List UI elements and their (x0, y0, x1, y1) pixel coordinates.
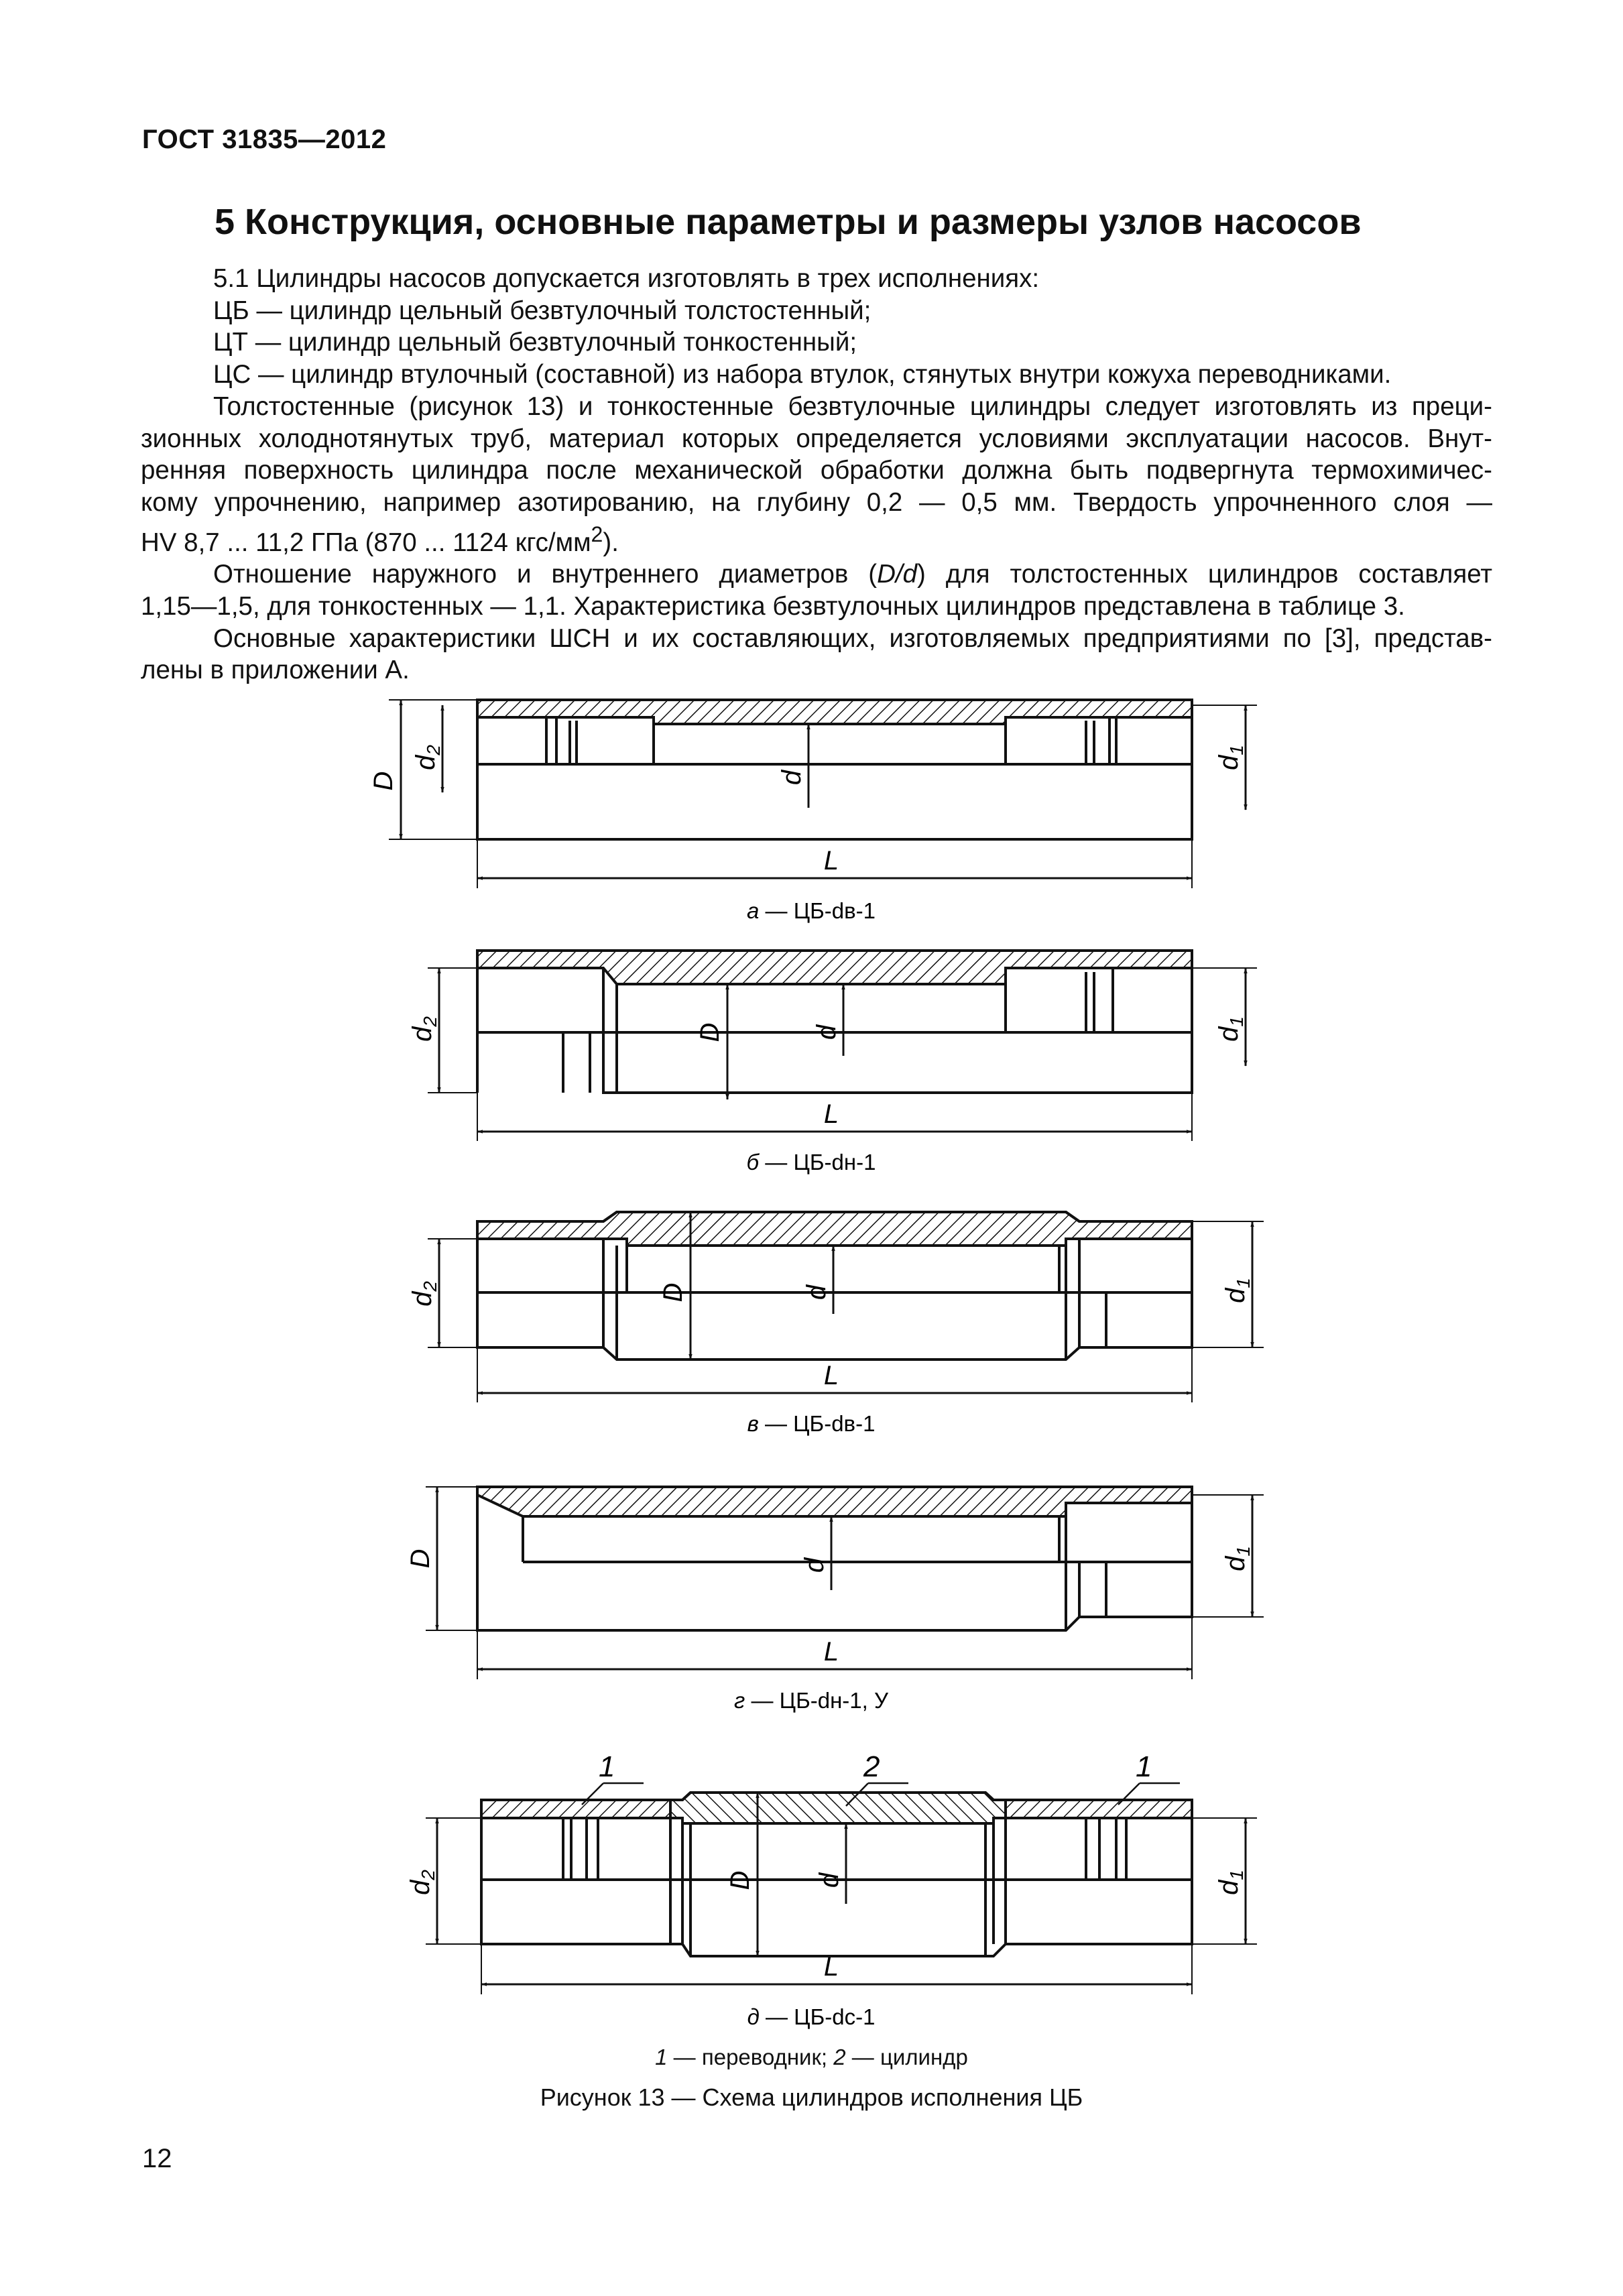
legend-number: 2 (833, 2045, 846, 2069)
legend-text: — цилиндр (845, 2045, 968, 2069)
label-d: d (777, 770, 806, 786)
paragraph-line: ренняя поверхность цилиндра после механической обработки должна быть подвергнута термохимичес- (141, 456, 1492, 485)
callout-1-left: 1 (599, 1750, 615, 1783)
label-d: d (1214, 1880, 1244, 1895)
label-d: d (1214, 1026, 1244, 1042)
caption-v (747, 1411, 876, 1436)
label-d2 (408, 1281, 440, 1307)
label-L: L (823, 1637, 839, 1667)
paragraph-line: Основные характеристики ШСН и их составляющих, изготовляемых предприятиями по [3], представ- (213, 623, 1492, 653)
label-subscript: 1 (1233, 1546, 1254, 1557)
label-d: d (1221, 1556, 1250, 1571)
label-L: L (823, 1099, 839, 1129)
label-D: D (369, 771, 398, 791)
page-number: 12 (142, 2144, 172, 2173)
label-L: L (823, 1952, 839, 1982)
paragraph-line: Толстостенные (рисунок 13) и тонкостенные безвтулочные цилиндры следует изготовлять из преци- (213, 391, 1492, 421)
label-D: D (658, 1282, 688, 1303)
italic-span: D/d (877, 560, 918, 589)
caption-text: — ЦБ-dн-1, У (745, 1688, 888, 1713)
caption-letter: а (747, 898, 760, 923)
label-d1 (1221, 1278, 1254, 1303)
paragraph-line: кому упрочнению, например азотированию, на глубину 0,2 — 0,5 мм. Твердость упрочненного слоя — (141, 487, 1492, 517)
hatched-wall (477, 1212, 1192, 1246)
bore-step (477, 968, 617, 1093)
caption-letter: б (746, 1150, 760, 1174)
label-subscript: 1 (1233, 1278, 1254, 1288)
caption-b (747, 1150, 876, 1174)
label-d: d (406, 1880, 435, 1895)
caption-letter: д (747, 2004, 760, 2029)
bore-step (1006, 717, 1192, 764)
paragraph-line: лены в приложении А. (141, 656, 410, 685)
legend-text: — переводник; (667, 2045, 834, 2069)
label-d: d (815, 1872, 844, 1888)
bore-step (477, 717, 654, 764)
caption-d (747, 2004, 876, 2029)
legend-number: 1 (655, 2045, 668, 2069)
hatched-wall-center (670, 1793, 1006, 1823)
caption-letter: в (747, 1411, 759, 1436)
figure-b-drawing (428, 951, 1257, 1141)
text-span: ). (603, 528, 619, 557)
label-subscript: 2 (420, 1016, 440, 1027)
label-D: D (725, 1870, 755, 1890)
callout-2: 2 (863, 1750, 880, 1783)
standard-header: ГОСТ 31835—2012 (142, 125, 387, 154)
bore-step (563, 1818, 690, 1956)
label-L: L (823, 1361, 839, 1390)
label-d2 (408, 1016, 440, 1042)
label-subscript: 2 (420, 1281, 440, 1292)
label-d2 (406, 1870, 438, 1895)
figure-legend (0, 2045, 1623, 2070)
text-span: ) для толстостенных цилиндров составляет (917, 560, 1492, 589)
section-title: 5 Конструкция, основные параметры и размеры узлов насосов (215, 202, 1362, 242)
caption-g (734, 1688, 889, 1713)
text-span: Отношение наружного и внутреннего диаметров ( (213, 560, 878, 589)
label-D: D (695, 1022, 725, 1042)
list-item-cb: ЦБ — цилиндр цельный безвтулочный толстостенный; (213, 296, 871, 325)
caption-text: — ЦБ-dв-1 (758, 1411, 876, 1436)
callout-1-right: 1 (1136, 1750, 1152, 1783)
label-L: L (823, 846, 839, 875)
label-d: d (408, 1291, 437, 1307)
caption-letter: г (734, 1688, 745, 1713)
label-d: d (1221, 1288, 1250, 1303)
label-d: d (1214, 755, 1244, 770)
hatched-wall (477, 700, 1192, 724)
label-d1 (1214, 1016, 1247, 1042)
list-item-cs: ЦС — цилиндр втулочный (составной) из набора втулок, стянутых внутри кожуха переводниками. (213, 360, 1392, 389)
figure-g-drawing (426, 1487, 1264, 1679)
label-subscript: 2 (418, 1870, 438, 1880)
label-subscript: 1 (1226, 1016, 1247, 1027)
label-d: d (800, 1557, 829, 1573)
label-d: d (812, 1024, 841, 1040)
paragraph-5-1: 5.1 Цилиндры насосов допускается изготовлять в трех исполнениях: (213, 264, 1040, 293)
bore-step (985, 1818, 1126, 1956)
figure-v-drawing (428, 1212, 1264, 1402)
label-subscript: 2 (423, 745, 444, 756)
label-subscript: 1 (1226, 1870, 1247, 1880)
figure-a-drawing (389, 700, 1257, 888)
caption-text: — ЦБ-dв-1 (759, 898, 876, 923)
label-d: d (802, 1284, 831, 1301)
label-d: d (411, 755, 440, 770)
caption-a (747, 898, 876, 923)
label-d1 (1221, 1546, 1254, 1571)
label-d1 (1214, 745, 1247, 770)
text-span: HV 8,7 ... 11,2 ГПа (870 ... 1124 кгс/мм (141, 528, 591, 557)
caption-text: — ЦБ-dн-1 (759, 1150, 876, 1174)
caption-text: — ЦБ-dс-1 (759, 2004, 876, 2029)
hatched-wall (477, 1487, 1192, 1516)
hatched-wall-left (481, 1800, 670, 1818)
label-D: D (406, 1549, 435, 1569)
list-item-ct: ЦТ — цилиндр цельный безвтулочный тонкостенный; (213, 328, 857, 357)
superscript: 2 (591, 522, 603, 546)
figure-caption: Рисунок 13 — Схема цилиндров исполнения ЦБ (540, 2083, 1083, 2111)
label-subscript: 1 (1226, 745, 1247, 756)
label-d1 (1214, 1870, 1247, 1895)
paragraph-line: зионных холоднотянутых труб, материал которых определяется условиями эксплуатации насосов. Внут- (141, 424, 1492, 453)
bore-step (1006, 968, 1113, 1032)
label-d: d (408, 1026, 437, 1042)
paragraph-line: 1,15—1,5, для тонкостенных — 1,1. Характеристика безвтулочных цилиндров представлена в таблице 3. (141, 591, 1405, 621)
label-d2 (411, 745, 444, 770)
figure-d-drawing (426, 1783, 1257, 1994)
hatched-wall-right (1006, 1800, 1192, 1818)
